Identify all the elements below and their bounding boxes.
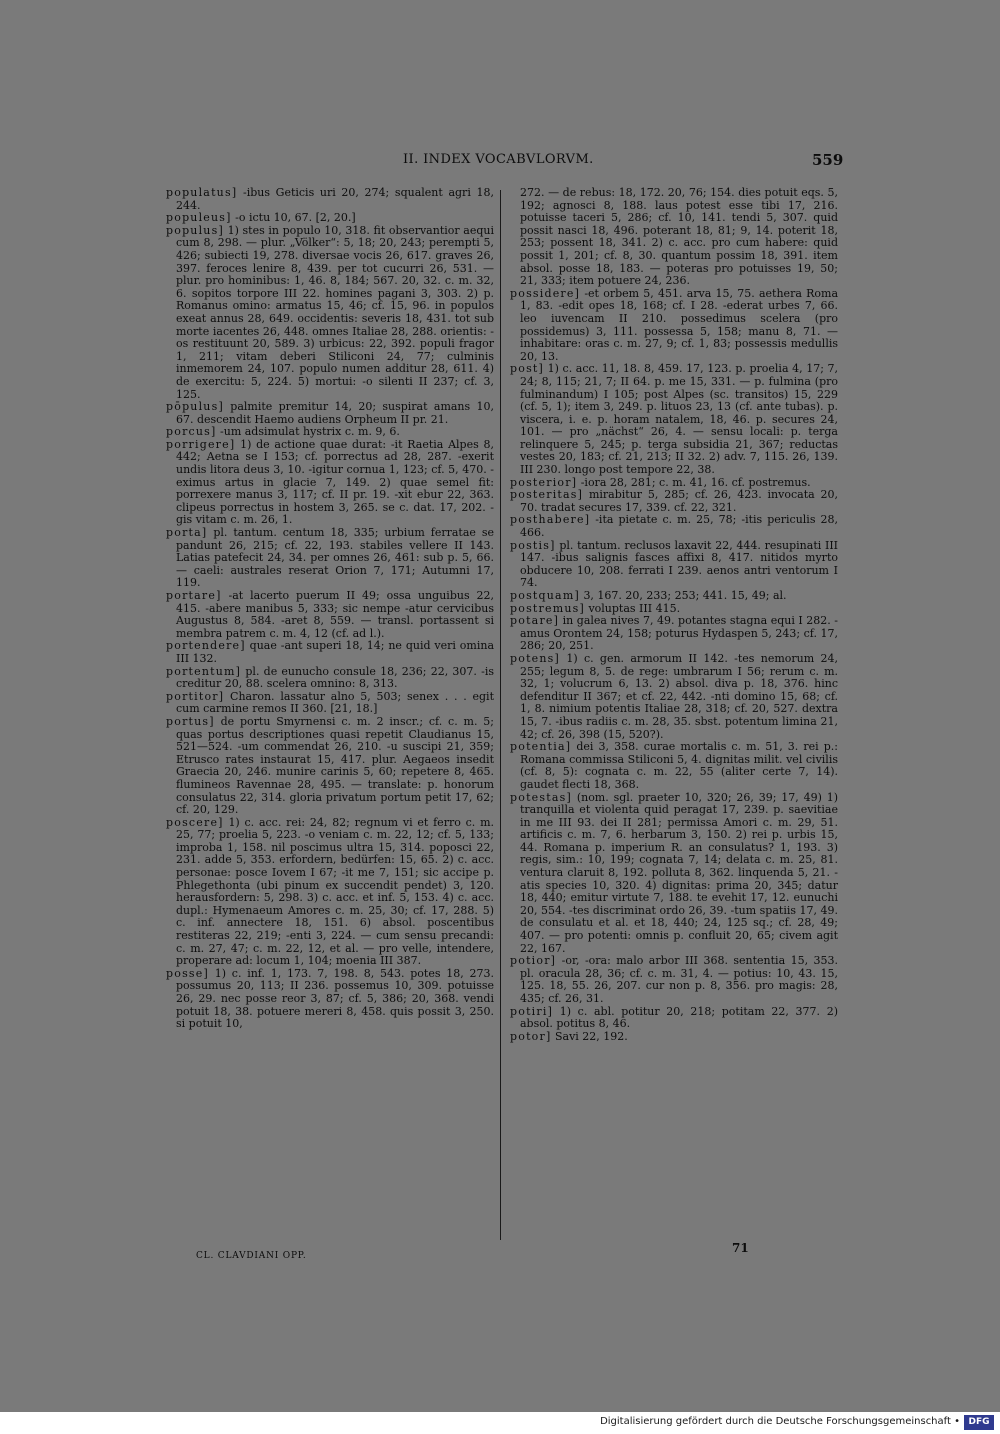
- dictionary-entry: [510, 615, 838, 653]
- entry-text: 1) c. abl. potitur 20, 218; potitam 22, 377. 2) absol. potitus 8, 46.: [520, 1004, 838, 1031]
- entry-text: 1) c. acc. rei: 24, 82; regnum vi et ferro c. m. 25, 77; proelia 5, 223. -o veniam c. m. 22, 12; cf. 5, 133; improba 1, 158. nil poscimus ultra 15, 314. poposci 22, 231. adde 5, 353. erfordern, bedürfen: 15, 65. 2) c. acc. personae: posce Iovem I 67; -it me 7, 151; sic accipe p. Phlegethonta (ubi pinum ex succendit pendet) 3, 120. herausfordern: 5, 298. 3) c. acc. et inf. 5, 153. 4) c. acc. dupl.: Hymenaeum Amores c. m. 25, 30; cf. 17, 288. 5) c. inf. annectere 18, 151. 6) absol. poscentibus restiteras 22, 219; -enti 3, 224. — cum sensu precandi: c. m. 27, 47; c. m. 22, 12, et al. — pro velle, intendere, properare ad: locum 1, 104; moenia III 387.: [176, 815, 494, 968]
- entry-headword: potior]: [510, 954, 557, 968]
- entry-headword: portus]: [166, 714, 215, 728]
- entry-headword: potare]: [510, 614, 560, 628]
- entry-headword: porrigere]: [166, 437, 236, 451]
- entry-headword: posthabere]: [510, 513, 591, 527]
- entry-text: Savi 22, 192.: [554, 1029, 628, 1043]
- entry-text: -et orbem 5, 451. arva 15, 75. aethera Roma 1, 83. -edit opes 18, 168; cf. I 28. -ederat urbes 7, 66. leo iuvencam II 210. possedimus scelera (pro possidemus) 3, 111. possessa 5, 158; manu 8, 71. — inhabitare: oras c. m. 27, 9; cf. 1, 83; possessis medullis 20, 13.: [520, 286, 838, 363]
- entry-headword: populus]: [166, 223, 224, 237]
- entry-headword: possidere]: [510, 286, 581, 300]
- sheet-number: 71: [732, 1241, 749, 1255]
- entry-headword: porta]: [166, 526, 208, 540]
- left-column: [166, 187, 494, 1031]
- entry-text: palmite premitur 14, 20; suspirat amans 10, 67. descendit Haemo audiens Orpheum II pr. 21.: [176, 400, 494, 426]
- dictionary-entry: [510, 540, 838, 590]
- dictionary-entry: [510, 363, 838, 476]
- entry-text: (nom. sgl. praeter 10, 320; 26, 39; 17, 49) 1) tranquilla et violenta quid peragat 17, 239. p. saevitiae in me III 93. dei II 281; permissa Amori c. m. 29, 51. artificis c. m. 7, 6. herbarum 3, 150. 2) rei p. urbis 15, 44. Romana p. imperium R. an consulatus? 1, 193. 3) regis, sim.: 10, 199; cognata 7, 14; delata c. m. 25, 81. ventura claruit 8, 192. polluta 8, 362. linquenda 5, 21. -atis species 10, 320. 4) dignitas: prima 20, 345; datur 18, 440; emitur virtute 7, 188. te evehit 17, 12. eunuchi 20, 554. -tes discriminat ordo 26, 39. -tum spatiis 17, 49. de consulatu et al. et 18, 440; 24, 125 sq.; cf. 28, 49; 407. — pro potenti: omnis p. confluit 20, 65; civem agit 22, 167.: [520, 790, 838, 955]
- footer-band: [0, 1412, 1000, 1434]
- entry-text: -ibus Geticis uri 20, 274; squalent agri 18, 244.: [176, 186, 494, 212]
- entry-text: quae -ant superi 18, 14; ne quid veri omina III 132.: [176, 639, 495, 665]
- entry-text: voluptas III 415.: [588, 601, 681, 615]
- entry-headword: posteritas]: [510, 488, 584, 502]
- entry-text: -ita pietate c. m. 25, 78; -itis periculis 28, 466.: [520, 513, 838, 540]
- entry-headword: populeus]: [166, 211, 232, 225]
- entry-headword: potentia]: [510, 740, 572, 754]
- dictionary-entry: [510, 288, 838, 364]
- entry-headword: populatus]: [166, 186, 238, 199]
- column-divider: [500, 190, 501, 1240]
- dictionary-entry: [166, 817, 494, 968]
- entry-text: -at lacerto puerum II 49; ossa unguibus 22, 415. -abere manibus 5, 333; sic nempe -atur cervicibus Augustus 8, 584. -aret 8, 559. — transl. portassent si membra patrem c. m. 4, 12 (cf. ad l.).: [176, 589, 494, 640]
- right-column: [510, 187, 838, 1043]
- entry-text: 1) stes in populo 10, 318. fit observantior aequi cum 8, 298. — plur. „Völker“: 5, 18; 20, 243; perempti 5, 426; subiecti 19, 278. diversae vocis 26, 617. graves 26, 397. feroces lenire 8, 439. per tot cucurri 26, 531. — plur. pro hominibus: 1, 46. 8, 184; 567. 20, 32. c. m. 32, 6. sopitos torpore III 22. homines pagani 3, 303. 2) p. Romanus omino: armatus 15, 46; cf. 15, 96. in populos exeat annus 28, 649. occidentis: severis 18, 431. tot sub morte iacentes 26, 448. omnes Italiae 28, 288. orientis: -os restituunt 20, 589. 3) urbicus: 22, 392. populi fragor 1, 211; vitam deberi Stiliconi 24, 77; culminis inmemorem 24, 107. populo numen additur 28, 611. 4) de exercitu: 5, 224. 5) mortui: -o silenti II 237; cf. 3, 125.: [176, 223, 494, 401]
- dictionary-entry: [166, 590, 494, 640]
- entry-text: pl. tantum. centum 18, 335; urbium ferratae se pandunt 26, 215; cf. 22, 193. stabiles vellere II 143. Latias patefecit 24, 34. per omnes 26, 461: sub p. 5, 66. — caeli: australes reserat Orion 7, 171; Autumni 17, 119.: [176, 526, 494, 590]
- entry-text: Charon. lassatur alno 5, 503; senex . . . egit cum carmine remos II 360. [21, 18.]: [176, 689, 494, 716]
- dictionary-entry: [166, 716, 494, 817]
- entry-text: 3, 167. 20, 233; 253; 441. 15, 49; al.: [583, 589, 787, 602]
- dictionary-entry: [166, 691, 494, 716]
- entry-headword: pōpulus]: [166, 400, 224, 414]
- entry-headword: posse]: [166, 966, 209, 980]
- dictionary-entry: [166, 225, 494, 401]
- running-title: II. INDEX VOCABVLORVM.: [403, 152, 594, 167]
- dictionary-entry: [510, 653, 838, 741]
- dictionary-entry: [166, 187, 494, 212]
- funding-note: Digitalisierung gefördert durch die Deutsche Forschungsgemeinschaft •: [600, 1416, 960, 1427]
- page-number: 559: [812, 151, 844, 169]
- entry-headword: potor]: [510, 1029, 552, 1043]
- dictionary-entry: [166, 439, 494, 527]
- entry-text: pl. de eunucho consule 18, 236; 22, 307. -is creditur 20, 88. scelera omnino: 8, 313.: [176, 664, 494, 691]
- book-signature: CL. CLAVDIANI OPP.: [196, 1251, 307, 1261]
- dictionary-entry: [510, 741, 838, 791]
- entry-headword: portitor]: [166, 689, 225, 703]
- dictionary-entry: [510, 792, 838, 956]
- dictionary-entry: [510, 955, 838, 1005]
- entry-text: 1) c. gen. armorum II 142. -tes nemorum 24, 255; legum 8, 5. de rege: umbrarum I 56; rerum c. m. 32, 1; volucrum 6, 13. 2) absol. diva p. 18, 376. hinc defenditur II 367; et cf. 22, 442. -nti domino 15, 68; cf. 1, 8. nimium potentis Italiae 28, 318; cf. 20, 527. dextra 15, 7. -ibus radiis c. m. 28, 35. sbst. potentum limina 21, 42; cf. 26, 398 (15, 520?).: [520, 651, 838, 741]
- entry-text: pl. tantum. reclusos laxavit 22, 444. resupinati III 147. -ibus salignis fasces affixi 8, 417. nitidos myrto obducere 10, 208. ferrati I 239. aenos antri ventorum I 74.: [520, 538, 839, 590]
- dictionary-entry: [510, 1006, 838, 1031]
- entry-headword: postquam]: [510, 589, 580, 602]
- dictionary-entry: [510, 187, 838, 288]
- entry-text: 1) de actione quae durat: -it Raetia Alpes 8, 442; Aetna se I 153; cf. porrectus ad 28, 287. -exerit undis litora deus 3, 10. -igitur cornua 1, 123; cf. 5, 470. -eximus artus in glacie 7, 149. 2) quae semel fit: porrexere manus 3, 117; cf. II pr. 19. -xit ebur 22, 363. clipeus porrectus in hostem 3, 265. se c. dat. 17, 202. -gis vitam c. m. 26, 1.: [176, 437, 495, 527]
- entry-text: in galea nives 7, 49. potantes stagna equi I 282. -amus Orontem 24, 158; poturus Hydaspen 5, 243; cf. 17, 286; 20, 251.: [520, 614, 838, 653]
- entry-headword: potestas]: [510, 790, 572, 804]
- entry-text: 1) c. acc. 11, 18. 8, 459. 17, 123. p. proelia 4, 17; 7, 24; 8, 115; 21, 7; II 64. p. me 15, 331. — p. fulmina (pro fulminandum) I 105; post Alpes (sc. transitos) 15, 229 (cf. 5, 1); item 3, 249. p. lituos 23, 13 (cf. ante tubas). p. viscera, i. e. p. horam natalem, 18, 46. p. secures 24, 101. — pro „nächst“ 26, 4. — sensu locali: p. terga relinquere 5, 245; p. terga subsidia 21, 367; reductas vestes 20, 183; cf. 21, 213; II 32. 2) adv. 7, 115. 26, 139. III 230. longo post tempore 22, 38.: [520, 362, 839, 477]
- entry-headword: potens]: [510, 651, 561, 665]
- dictionary-entry: [510, 489, 838, 514]
- entry-text: -o ictu 10, 67. [2, 20.]: [235, 211, 356, 225]
- entry-text: 272. — de rebus: 18, 172. 20, 76; 154. dies potuit eqs. 5, 192; agnosci 8, 188. laus potest esse tibi 17, 216. potuisse taceri 5, 286; cf. 10, 141. tendi 5, 307. quid possit nasci 18, 496. poterant 18, 81; 9, 14. poterit 18, 253; possent 18, 341. 2) c. acc. pro cum habere: quid possit 1, 201; cf. 8, 30. quantum possim 18, 391. item absol. posse 18, 183. — poteras pro potuisses 19, 50; 21, 333; item potuere 24, 236.: [520, 186, 838, 288]
- dictionary-entry: [166, 640, 494, 665]
- page-header: [0, 150, 1000, 174]
- entry-headword: posterior]: [510, 475, 578, 489]
- dfg-logo-icon: DFG: [964, 1415, 994, 1430]
- entry-headword: post]: [510, 362, 545, 376]
- entry-headword: postremus]: [510, 601, 585, 615]
- entry-text: -or, -ora: malo arbor III 368. sententia 15, 353. pl. oracula 28, 36; cf. c. m. 31, 4. — potius: 10, 43. 15, 125. 18, 55. 26, 207. cur non p. 8, 356. pro magis: 28, 435; cf. 26, 31.: [520, 954, 838, 1005]
- entry-headword: potiri]: [510, 1004, 554, 1018]
- entry-headword: postis]: [510, 538, 556, 552]
- entry-text: de portu Smyrnensi c. m. 2 inscr.; cf. c. m. 5; quas portus descriptiones quasi repetit Claudianus 15, 521—524. -um commendat 26, 210. -u suscipi 21, 359; Etrusco rates instaurat 15, 417. plur. Aegaeos insedit Graecia 20, 246. munire carinis 5, 60; repetere 8, 465. flumineos Ravennae 28, 495. — translate: p. honorum consulatus 22, 314. gloria privatum portum petit 17, 62; cf. 20, 129.: [176, 714, 494, 817]
- dictionary-entry: [510, 514, 838, 539]
- entry-text: mirabitur 5, 285; cf. 26, 423. invocata 20, 70. tradat secures 17, 339. cf. 22, 321.: [520, 488, 838, 514]
- entry-headword: poscere]: [166, 815, 224, 829]
- entry-headword: porcus]: [166, 425, 217, 439]
- dictionary-entry: [166, 401, 494, 426]
- entry-text: dei 3, 358. curae mortalis c. m. 51, 3. rei p.: Romana commissa Stiliconi 5, 4. dignitas milit. vel civilis (cf. 8, 5): cognata c. m. 22, 55 (aliter certe 7, 14). gaudet flecti 18, 368.: [520, 740, 838, 791]
- dictionary-entry: [166, 527, 494, 590]
- entry-headword: portendere]: [166, 639, 246, 653]
- entry-headword: portentum]: [166, 664, 242, 678]
- entry-text: 1) c. inf. 1, 173. 7, 198. 8, 543. potes 18, 273. possumus 20, 113; II 236. possemus 10, 309. potuisse 26, 29. nec posse reor 3, 87; cf. 5, 386; 20, 368. vendi potuit 18, 38. potuere mereri 8, 458. quis possit 3, 250. si potuit 10,: [176, 966, 495, 1031]
- dictionary-entry: [166, 666, 494, 691]
- entry-text: -iora 28, 281; c. m. 41, 16. cf. postremus.: [580, 475, 811, 489]
- entry-headword: portare]: [166, 589, 222, 602]
- dictionary-entry: [510, 1031, 838, 1044]
- entry-text: -um adsimulat hystrix c. m. 9, 6.: [220, 425, 400, 439]
- dictionary-entry: [166, 968, 494, 1031]
